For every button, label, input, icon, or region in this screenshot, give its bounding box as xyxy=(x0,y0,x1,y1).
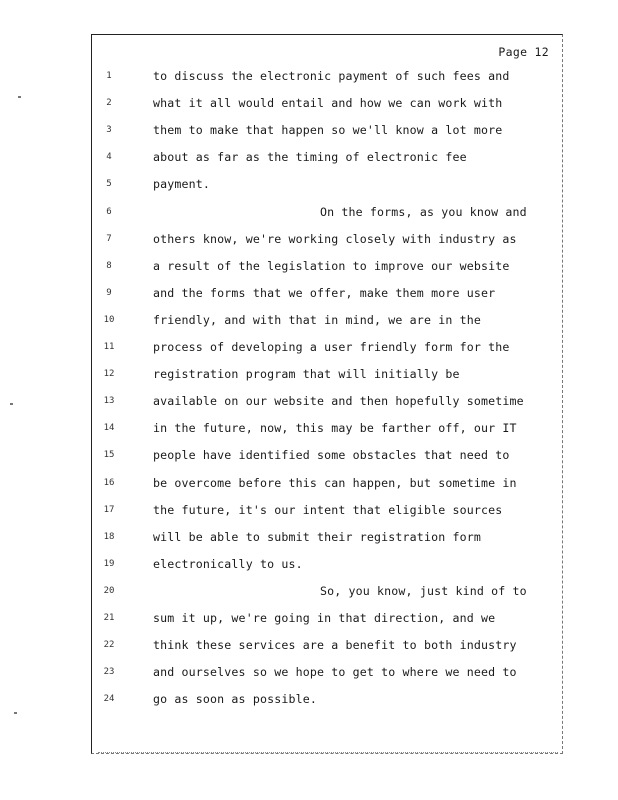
transcript-line: and the forms that we offer, make them more user xyxy=(153,286,496,300)
transcript-line: the future, it's our intent that eligible sources xyxy=(153,503,503,517)
margin-mark xyxy=(10,403,13,405)
line-number: 20 xyxy=(103,586,115,596)
line-number: 14 xyxy=(103,423,115,433)
transcript-line: and ourselves so we hope to get to where we need to xyxy=(153,665,517,679)
line-number: 9 xyxy=(106,288,112,298)
transcript-line: will be able to submit their registration form xyxy=(153,530,481,544)
line-number: 2 xyxy=(106,98,112,108)
transcript-line: about as far as the timing of electronic fee xyxy=(153,150,467,164)
transcript-line: sum it up, we're going in that direction, and we xyxy=(153,611,496,625)
transcript-line: registration program that will initially be xyxy=(153,367,460,381)
line-number: 13 xyxy=(103,396,115,406)
transcript-line: what it all would entail and how we can work with xyxy=(153,96,503,110)
line-number: 4 xyxy=(106,152,112,162)
line-number: 16 xyxy=(103,478,115,488)
page-number: Page 12 xyxy=(498,45,549,59)
line-number: 23 xyxy=(103,667,115,677)
transcript-line: go as soon as possible. xyxy=(153,692,317,706)
line-number: 10 xyxy=(103,315,115,325)
line-number: 12 xyxy=(103,369,115,379)
line-number: 8 xyxy=(106,261,112,271)
transcript-line: others know, we're working closely with industry as xyxy=(153,232,517,246)
line-number: 11 xyxy=(103,342,115,352)
line-number: 6 xyxy=(106,207,112,217)
transcript-line: On the forms, as you know and xyxy=(320,205,527,219)
transcript-line: people have identified some obstacles that need to xyxy=(153,448,510,462)
transcript-line: a result of the legislation to improve our website xyxy=(153,259,510,273)
transcript-line: to discuss the electronic payment of such fees and xyxy=(153,69,510,83)
line-number: 3 xyxy=(106,125,112,135)
line-number: 17 xyxy=(103,505,115,515)
line-number: 21 xyxy=(103,613,115,623)
line-number: 5 xyxy=(106,179,112,189)
margin-mark xyxy=(18,96,21,98)
line-number: 24 xyxy=(103,694,115,704)
transcript-line: payment. xyxy=(153,177,211,191)
margin-mark xyxy=(14,712,17,714)
transcript-line: think these services are a benefit to both industry xyxy=(153,638,517,652)
transcript-line: them to make that happen so we'll know a lot more xyxy=(153,123,503,137)
line-number: 18 xyxy=(103,532,115,542)
transcript-line: be overcome before this can happen, but sometime in xyxy=(153,476,517,490)
transcript-line: So, you know, just kind of to xyxy=(320,584,527,598)
line-number: 1 xyxy=(106,71,112,81)
transcript-line: available on our website and then hopefully sometime xyxy=(153,394,524,408)
line-number: 22 xyxy=(103,640,115,650)
transcript-line: electronically to us. xyxy=(153,557,303,571)
transcript-line: process of developing a user friendly form for the xyxy=(153,340,510,354)
footer-rule xyxy=(98,752,558,753)
line-number: 19 xyxy=(103,559,115,569)
transcript-line: in the future, now, this may be farther off, our IT xyxy=(153,421,517,435)
line-number: 15 xyxy=(103,450,115,460)
transcript-line: friendly, and with that in mind, we are in the xyxy=(153,313,481,327)
line-number: 7 xyxy=(106,234,112,244)
